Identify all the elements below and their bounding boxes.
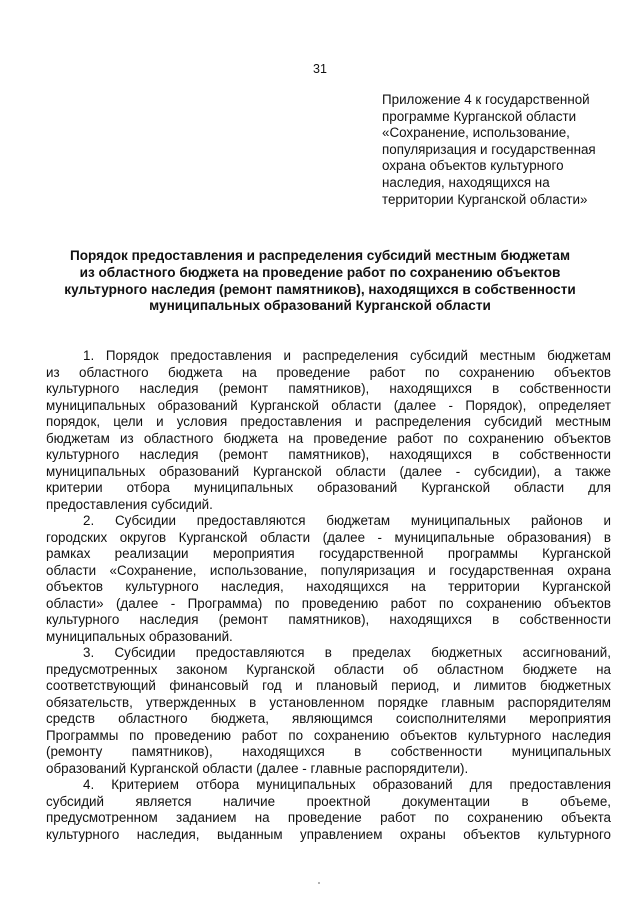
footer-mark: [318, 882, 320, 884]
paragraph: [46, 777, 611, 843]
paragraph-line: порядок, цели и условия предоставления и распределения субсидий местным: [46, 414, 611, 429]
paragraph-line: области «Сохранение, использование, популяризация и государственная охрана: [46, 562, 611, 578]
paragraph-line: культурного наследия (ремонт памятников), находящихся в собственности: [46, 612, 611, 627]
title-line: культурного наследия (ремонт памятников), находящихся в собственности: [64, 281, 576, 297]
paragraph-line: обязательств, утвержденных в установленном порядке главным распорядителям: [46, 694, 611, 710]
paragraph-line: предусмотренных законом Курганской области об областном бюджете на: [46, 661, 611, 677]
appendix-line: наследия, находящихся на: [382, 174, 550, 190]
paragraph-line: 2. Субсидии предоставляются бюджетам муниципальных районов и: [83, 513, 611, 528]
paragraph-line: соответствующий финансовый год и плановый период, и лимитов бюджетных: [46, 678, 611, 693]
title-line: муниципальных образований Курганской области: [149, 298, 491, 314]
appendix-line: «Сохранение, использование,: [382, 125, 570, 141]
paragraph-line: из областного бюджета на проведение работ по сохранению объектов: [46, 364, 611, 380]
appendix-line: территории Курганской области»: [382, 191, 588, 207]
appendix-line: популяризация и государственная: [382, 141, 596, 157]
paragraph: [46, 645, 611, 777]
appendix-line: Приложение 4 к государственной: [382, 92, 590, 107]
paragraph-line: муниципальных образований Курганской области (далее - Порядок), определяет: [46, 397, 611, 413]
paragraph-line: 1. Порядок предоставления и распределения субсидий местным бюджетам: [83, 348, 611, 363]
paragraph-line: 4. Критерием отбора муниципальных образований для предоставления: [83, 777, 611, 792]
paragraph-line: городских округов Курганской области (далее - муниципальные образования) в: [46, 529, 611, 545]
paragraph-line: культурного наследия, выданным управлением охраны объектов культурного: [46, 826, 611, 842]
paragraph-line: Программы по проведению работ по сохранению объектов культурного наследия: [46, 727, 611, 743]
document-title: [40, 248, 600, 315]
paragraph-line: объектов культурного наследия, находящихся на территории Курганской: [46, 579, 611, 594]
paragraph-line: 3. Субсидии предоставляются в пределах бюджетных ассигнований,: [83, 645, 611, 660]
paragraph: [46, 348, 611, 513]
appendix-line: программе Курганской области: [382, 108, 577, 124]
paragraph-line: муниципальных образований Курганской области (далее - субсидии), а также: [46, 463, 611, 479]
paragraph: [46, 513, 611, 645]
paragraph-line: критерии отбора муниципальных образований Курганской области для: [46, 480, 611, 495]
paragraph-line: культурного наследия (ремонт памятников), находящихся в собственности: [46, 381, 611, 396]
appendix-line: охрана объектов культурного: [382, 158, 564, 174]
paragraph-line: культурного наследия (ремонт памятников), находящихся в собственности: [46, 447, 611, 462]
paragraph-line: субсидий является наличие проектной документации в объеме,: [46, 793, 611, 809]
paragraph-line: предоставления субсидий.: [46, 496, 213, 512]
paragraph-line: (ремонту памятников), находящихся в собственности муниципальных: [46, 744, 611, 759]
paragraph-line: образований Курганской области (далее - главные распорядители).: [46, 760, 469, 776]
title-line: Порядок предоставления и распределения субсидий местным бюджетам: [69, 248, 571, 263]
appendix-header: [382, 92, 614, 208]
paragraph-line: средств областного бюджета, являющимся соисполнителями мероприятия: [46, 711, 611, 726]
paragraph-line: бюджетам из областного бюджета на проведение работ по сохранению объектов: [46, 430, 611, 446]
paragraph-line: области» (далее - Программа) по проведению работ по сохранению объектов: [46, 595, 611, 611]
paragraph-line: предусмотренном заданием на проведение работ по сохранению объекта: [46, 810, 611, 825]
paragraph-line: рамках реализации мероприятия государственной программы Курганской: [46, 546, 611, 561]
document-body: [46, 348, 611, 843]
page-number: 31: [313, 62, 327, 76]
title-line: из областного бюджета на проведение работ по сохранению объектов: [79, 264, 561, 280]
paragraph-line: муниципальных образований.: [46, 628, 233, 644]
